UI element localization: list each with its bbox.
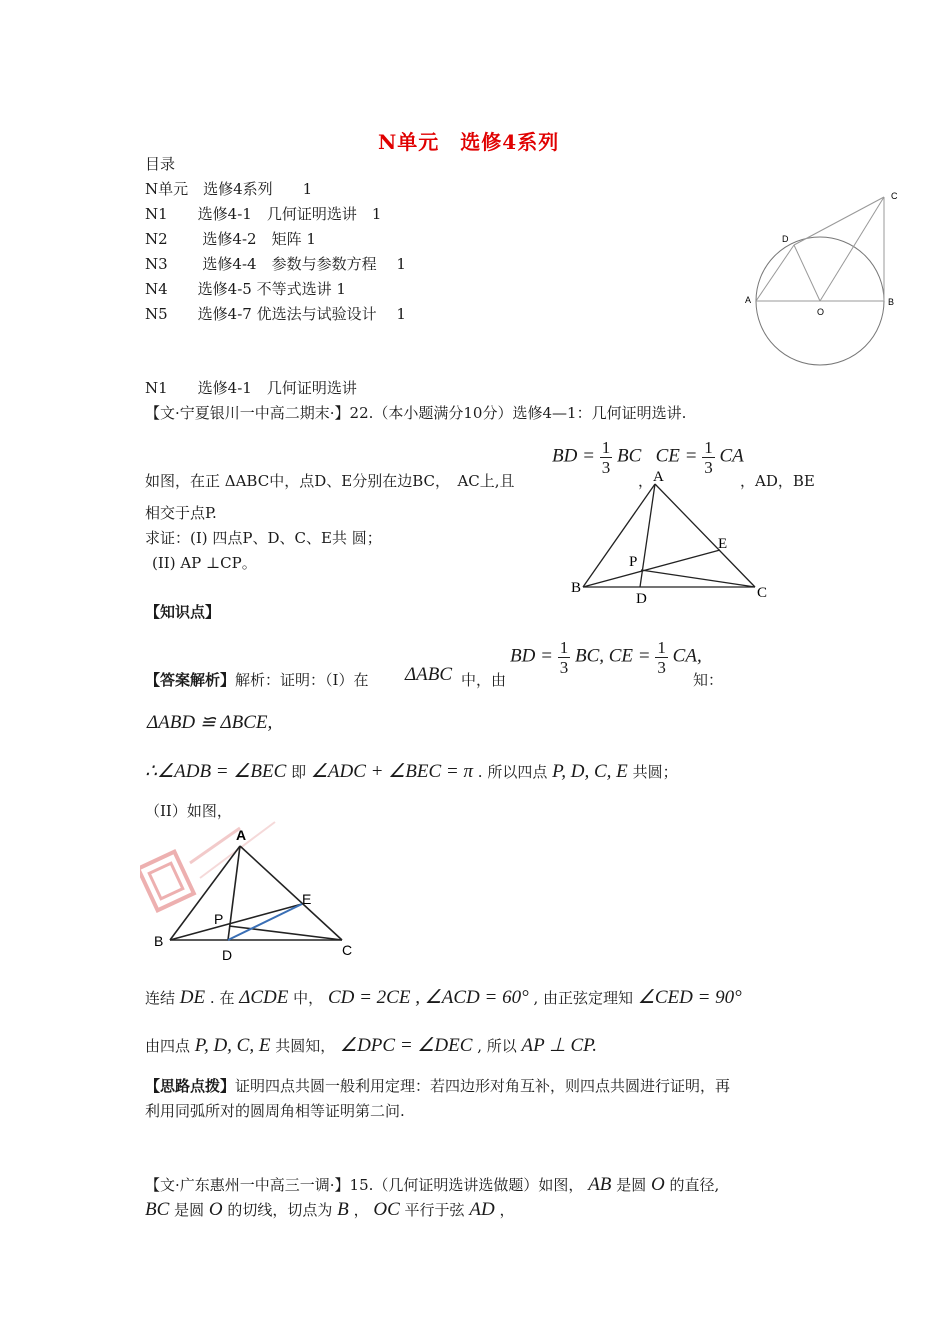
label-a: A [745, 295, 752, 305]
label-c: C [757, 585, 768, 601]
problem1-intro-tail: ，AD，BE [740, 472, 815, 490]
label-a: A [653, 469, 664, 485]
cocyclic-line: 由四点 P, D, C, E 共圆知， ∠DPC = ∠DEC , 所以 AP ⊥ CP. [145, 1035, 598, 1056]
part2-label: （II）如图， [145, 802, 232, 820]
tip-line: 【思路点拨】证明四点共圆一般利用定理：若四边形对角互补，则四点共圆进行证明，再 [145, 1077, 731, 1095]
comma: ， [638, 472, 654, 490]
label-a: A [236, 827, 247, 843]
label-c: C [891, 191, 898, 201]
answer-formula: BD = $\frac{1}{3}$ BC, CE = $\frac{1}{3}$ CA, [510, 638, 702, 677]
label-p: P [629, 554, 638, 570]
problem1-intro: 如图，在正 ΔABC中，点D、E分别在边BC， AC上,且 [145, 472, 515, 490]
triangle-figure-2 [140, 818, 365, 968]
problem2-line1: 【文·广东惠州一中高三一调·】15.（几何证明选讲选做题）如图， AB 是圆 O 的直径, [145, 1174, 720, 1195]
label-p: P [214, 911, 224, 927]
problem2-line2: BC 是圆 O 的切线，切点为 B ， OC 平行于弦 AD ， [145, 1199, 515, 1220]
label-e: E [718, 536, 728, 552]
condition-formula: BD = $\frac{1}{3}$ BC CE = $\frac{1}{3}$ CA [552, 438, 744, 477]
label-e: E [302, 891, 312, 907]
triangle-abc: ΔABC [405, 664, 453, 685]
label-b: B [571, 580, 582, 596]
problem1-intro2: 相交于点P. [145, 504, 217, 522]
label-d: D [222, 947, 233, 963]
toc-item[interactable]: N4 选修4-5 不等式选讲 1 [145, 280, 346, 298]
problem1-prove: 求证：(I) 四点P、D、C、E共 圆； [145, 529, 382, 547]
section-heading: N1 选修4-1 几何证明选讲 [145, 379, 357, 397]
answer-know: 知： [693, 671, 724, 689]
congruence: ΔABD ≌ ΔBCE, [147, 712, 273, 733]
label-b: B [154, 933, 164, 949]
problem1-prove2: (II) AP ⊥CP。 [152, 554, 257, 572]
toc-item[interactable]: N5 选修4-7 优选法与试验设计 1 [145, 305, 406, 323]
knowledge-label: 【知识点】 [145, 603, 221, 621]
answer-label: 【答案解析】解析：证明：（I）在 [145, 671, 369, 689]
therefore-line: ∴∠ADB = ∠BEC 即 ∠ADC + ∠BEC = π . 所以四点 P, D, C, E 共圆； [145, 761, 678, 782]
watermark-logo [140, 822, 275, 910]
tip-line-2: 利用同弧所对的圆周角相等证明第二问. [145, 1102, 405, 1120]
connect-line: 连结 DE . 在 ΔCDE 中， CD = 2CE , ∠ACD = 60° , 由正弦定理知 ∠CED = 90° [145, 987, 742, 1008]
toc-item[interactable]: N2 选修4-2 矩阵 1 [145, 230, 316, 248]
circle-tangent-figure [735, 185, 905, 370]
problem1-source: 【文·宁夏银川一中高二期末·】22.（本小题满分10分）选修4—1：几何证明选讲. [145, 404, 687, 422]
page-title: N单元 选修4系列 [378, 130, 560, 154]
triangle-figure [565, 462, 775, 612]
toc-heading: 目录 [145, 155, 176, 173]
label-d: D [782, 234, 789, 244]
toc-item[interactable]: N单元 选修4系列 1 [145, 180, 313, 198]
label-o: O [817, 307, 825, 317]
toc-item[interactable]: N1 选修4-1 几何证明选讲 1 [145, 205, 382, 223]
answer-mid: 中，由 [461, 671, 507, 689]
label-b: B [888, 297, 895, 307]
toc-item[interactable]: N3 选修4-4 参数与参数方程 1 [145, 255, 406, 273]
label-c: C [342, 942, 353, 958]
label-d: D [636, 591, 647, 607]
